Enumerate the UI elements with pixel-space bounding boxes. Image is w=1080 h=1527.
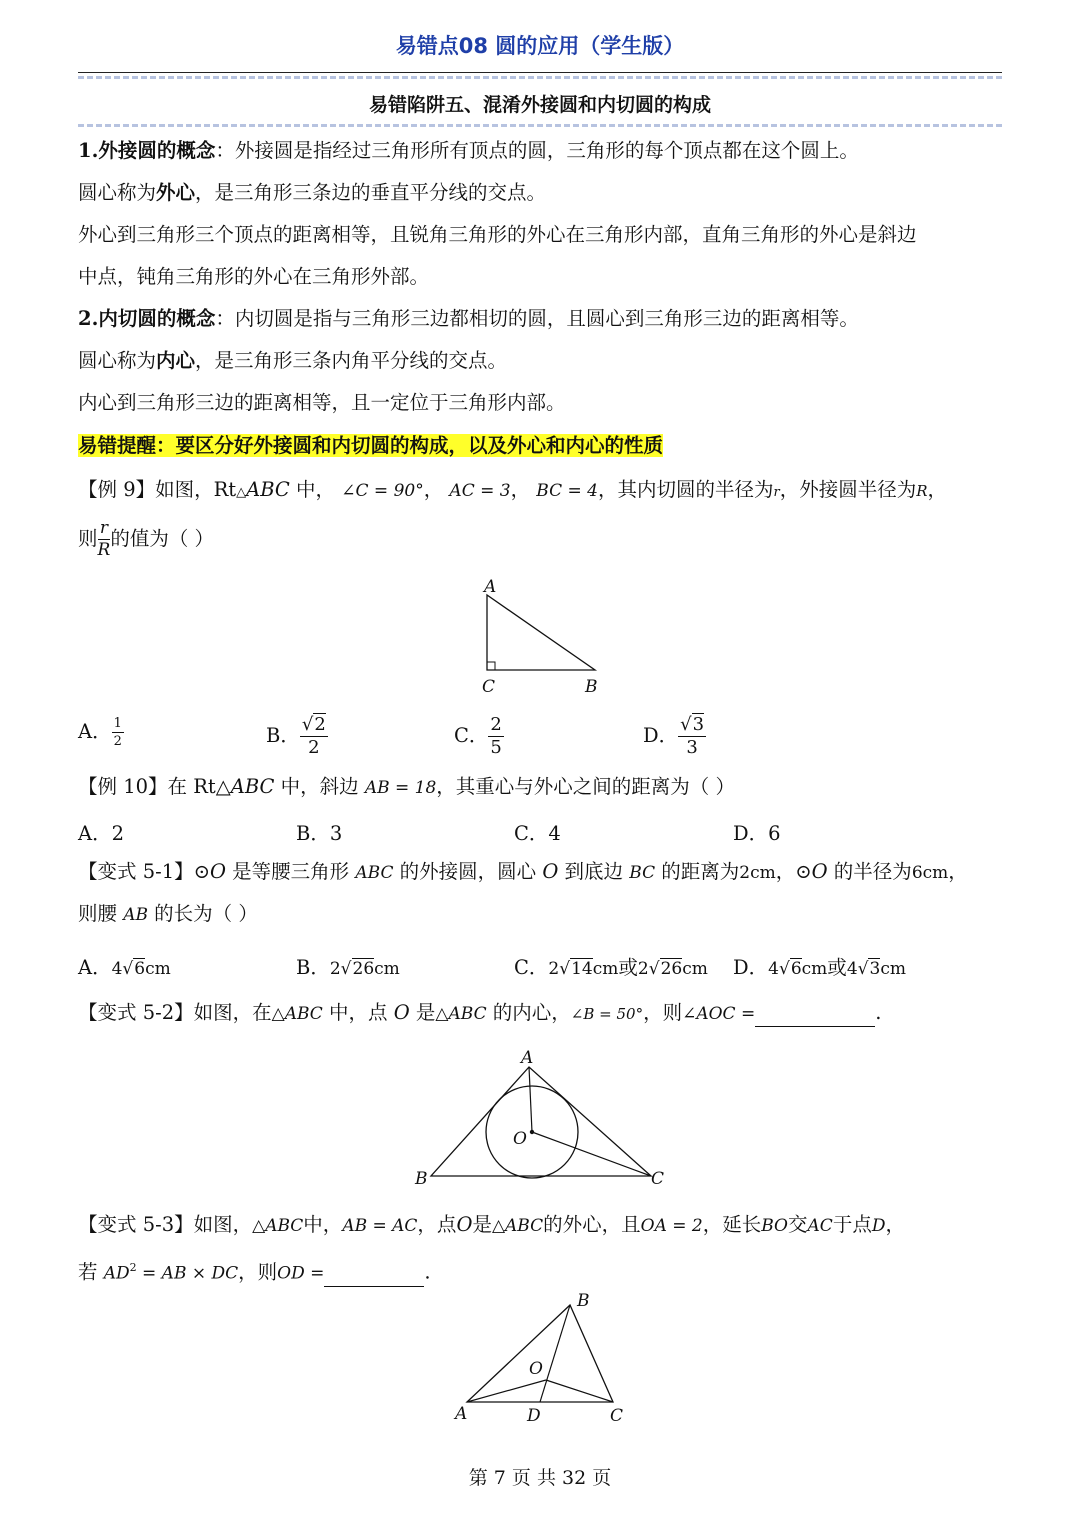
ex9-figure [470, 575, 610, 700]
header-dash-rule [78, 76, 1002, 79]
v53-figure [445, 1290, 645, 1430]
v51-line1: 【变式 5-1】⊙O 是等腰三角形 ABC 的外接圆，圆心 O 到底边 BC 的距离为2cm，⊙O 的半径为6cm， [78, 860, 968, 883]
v51-line2: 则腰 AB 的长为（ ） [78, 902, 258, 925]
header-rule [78, 72, 1002, 73]
right-triangle [487, 595, 595, 670]
segment-oc [546, 1380, 613, 1402]
page-number: 第 7 页 共 32 页 [468, 1467, 612, 1489]
segment-ao [529, 1067, 532, 1132]
vertex-label-c: C [651, 1169, 665, 1189]
ex10-option-d[interactable]: D．6 [733, 822, 781, 845]
v51-option-b[interactable]: B．2√26cm [296, 956, 400, 979]
v53-line1: 【变式 5-3】如图，△ABC中，AB = AC，点O是△ABC的外心，且OA = 2，延长BO交AC于点D， [78, 1213, 905, 1236]
ex10-question: 【例 10】在 Rt△ABC 中，斜边 AB = 18，其重心与外心之间的距离为（ ） [78, 775, 735, 798]
vertex-label-c: C [610, 1406, 624, 1426]
center-label-o: O [513, 1129, 527, 1149]
v51-option-a[interactable]: A．4√6cm [78, 956, 171, 979]
concept-circumcircle: 1.外接圆的概念：外接圆是指经过三角形所有顶点的圆，三角形的每个顶点都在这个圆上。 [78, 139, 859, 162]
vertex-label-b: B [415, 1169, 428, 1189]
concept-circumcenter-property: 外心到三角形三个顶点的距离相等，且锐角三角形的外心在三角形内部，直角三角形的外心是斜边 [78, 223, 917, 246]
answer-blank[interactable] [755, 1006, 875, 1027]
v52-figure [405, 1042, 675, 1192]
reminder [78, 433, 663, 459]
concept-circumcenter-property-cont: 中点，钝角三角形的外心在三角形外部。 [78, 265, 430, 288]
concept-incircle: 2.内切圆的概念：内切圆是指与三角形三边都相切的圆，且圆心到三角形三边的距离相等。 [78, 307, 859, 330]
vertex-label-b: B [577, 1291, 590, 1311]
ex9-option-b[interactable]: B． $\frac{√2}{2}$ [266, 714, 326, 758]
answer-blank[interactable] [324, 1266, 424, 1287]
segment-oc [532, 1132, 651, 1176]
vertex-label-c: C [482, 677, 496, 697]
ex10-option-b[interactable]: B．3 [296, 822, 343, 845]
center-label-o: O [529, 1359, 543, 1379]
ex9-line2: 则 $\frac{r}{R}$ 的值为（ ） [78, 518, 215, 560]
right-angle-mark [487, 662, 495, 670]
ex9-line1: 【例 9】如图，Rt△ABC 中， ∠C = 90°， AC = 3， BC = 4，其内切圆的半径为r，外接圆半径为R， [78, 478, 948, 501]
v51-option-c[interactable]: C．2√14cm或2√26cm [514, 956, 708, 979]
vertex-label-a: A [521, 1048, 534, 1068]
concept-incenter-property: 内心到三角形三边的距离相等，且一定位于三角形内部。 [78, 391, 566, 414]
triangle-abc [467, 1305, 613, 1402]
concept-label: 1.外接圆的概念 [78, 139, 216, 162]
header-title: 易错点08 圆的应用（学生版） [395, 34, 685, 58]
r-over-R-fraction: $\frac{r}{R}$ [97, 518, 111, 560]
point-label-d: D [527, 1406, 541, 1426]
section-title: 易错陷阱五、混淆外接圆和内切圆的构成 [368, 94, 711, 116]
ex9-option-d[interactable]: D． $\frac{√3}{3}$ [643, 714, 705, 758]
ex10-option-a[interactable]: A．2 [78, 822, 124, 845]
concept-circumcenter: 圆心称为外心，是三角形三条边的垂直平分线的交点。 [78, 181, 547, 204]
ex9-option-a[interactable]: A． $\frac{1}{2}$ [78, 716, 122, 749]
vertex-label-a: A [455, 1404, 468, 1424]
v53-line2: 若 $AD^2$ = AB × DC，则OD = . [78, 1255, 431, 1287]
ex10-option-c[interactable]: C．4 [514, 822, 561, 845]
vertex-label-b: B [585, 677, 598, 697]
concept-incenter: 圆心称为内心，是三角形三条内角平分线的交点。 [78, 349, 508, 372]
section-dash-rule [78, 124, 1002, 127]
ex9-option-c[interactable]: C． $\frac{2}{5}$ [454, 714, 502, 758]
reminder-highlight: 易错提醒：要区分好外接圆和内切圆的构成，以及外心和内心的性质 [78, 434, 664, 457]
v51-option-d[interactable]: D．4√6cm或4√3cm [733, 956, 906, 979]
incenter-dot [530, 1130, 534, 1134]
v52-question: 【变式 5-2】如图，在△ABC 中，点 O 是△ABC 的内心，∠B = 50°，则∠AOC = . [78, 1000, 881, 1027]
concept-label: 2.内切圆的概念 [78, 307, 216, 330]
triangle-abc [431, 1067, 651, 1176]
vertex-label-a: A [484, 577, 497, 597]
